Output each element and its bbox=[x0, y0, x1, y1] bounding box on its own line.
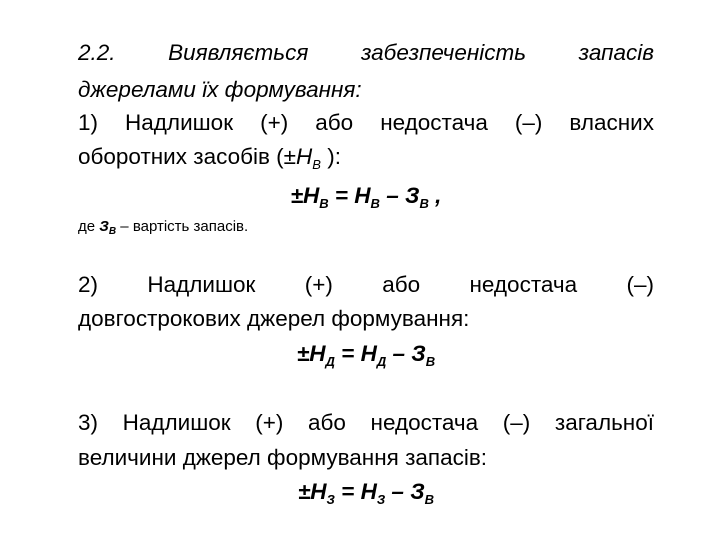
item3-line-1: 3) Надлишок (+) або недостача (–) загальної bbox=[78, 410, 654, 435]
item1-line-2 bbox=[78, 144, 654, 170]
formula-1-a: Н bbox=[354, 183, 371, 208]
heading-line-1: 2.2. Виявляється забезпеченість запасів bbox=[78, 40, 654, 65]
formula-3-pm: ± bbox=[297, 479, 311, 504]
item1-line-2-suffix: ): bbox=[320, 144, 341, 169]
note-sub: В bbox=[108, 226, 117, 237]
formula-2-minus: – bbox=[386, 341, 412, 366]
heading-line-2: джерелами їх формування: bbox=[78, 77, 362, 102]
formula-1-b: З bbox=[404, 183, 420, 208]
item2-line-1: 2) Надлишок (+) або недостача (–) bbox=[78, 272, 654, 297]
formula-1-lhs: Н bbox=[303, 183, 320, 208]
note-prefix: де bbox=[78, 218, 100, 235]
item1-line-2-var: Н bbox=[296, 144, 313, 169]
item1-note bbox=[78, 218, 654, 236]
formula-1-a-sub: В bbox=[370, 196, 380, 211]
formula-2-lhs: Н bbox=[309, 341, 326, 366]
item1-line-1: 1) Надлишок (+) або недостача (–) власних bbox=[78, 110, 654, 135]
formula-2-pm: ± bbox=[296, 341, 310, 366]
formula-3-a-sub: З bbox=[376, 492, 386, 507]
formula-1-lhs-sub: В bbox=[319, 196, 329, 211]
formula-3-eq: = bbox=[334, 479, 361, 504]
formula-2-b: З bbox=[411, 341, 426, 366]
note-suffix: – вартість запасів. bbox=[116, 218, 249, 235]
formula-2-a: Н bbox=[360, 341, 377, 366]
formula-2-lhs-sub: Д bbox=[325, 354, 335, 369]
formula-1-b-sub: В bbox=[419, 196, 429, 211]
formula-2-b-sub: В bbox=[425, 354, 436, 369]
formula-2 bbox=[78, 341, 654, 367]
formula-1 bbox=[78, 183, 654, 209]
formula-1-eq: = bbox=[328, 183, 355, 208]
formula-2-eq: = bbox=[334, 341, 361, 366]
formula-3-b-sub: В bbox=[424, 492, 435, 507]
formula-1-tail: , bbox=[428, 183, 442, 208]
formula-1-pm: ± bbox=[290, 183, 303, 208]
note-var: З bbox=[99, 218, 109, 235]
formula-1-minus: – bbox=[379, 183, 405, 208]
item1-line-2-prefix: оборотних засобів (± bbox=[78, 144, 297, 169]
formula-3-lhs-sub: З bbox=[326, 492, 335, 507]
formula-3 bbox=[78, 479, 654, 505]
formula-3-b: З bbox=[410, 479, 425, 504]
formula-2-a-sub: Д bbox=[376, 354, 387, 369]
formula-3-a: Н bbox=[360, 479, 377, 504]
item2-line-2: довгострокових джерел формування: bbox=[78, 306, 470, 331]
formula-3-minus: – bbox=[385, 479, 411, 504]
item3-line-2: величини джерел формування запасів: bbox=[78, 445, 488, 470]
formula-3-lhs: Н bbox=[310, 479, 327, 504]
item1-line-2-sub: В bbox=[312, 157, 321, 172]
